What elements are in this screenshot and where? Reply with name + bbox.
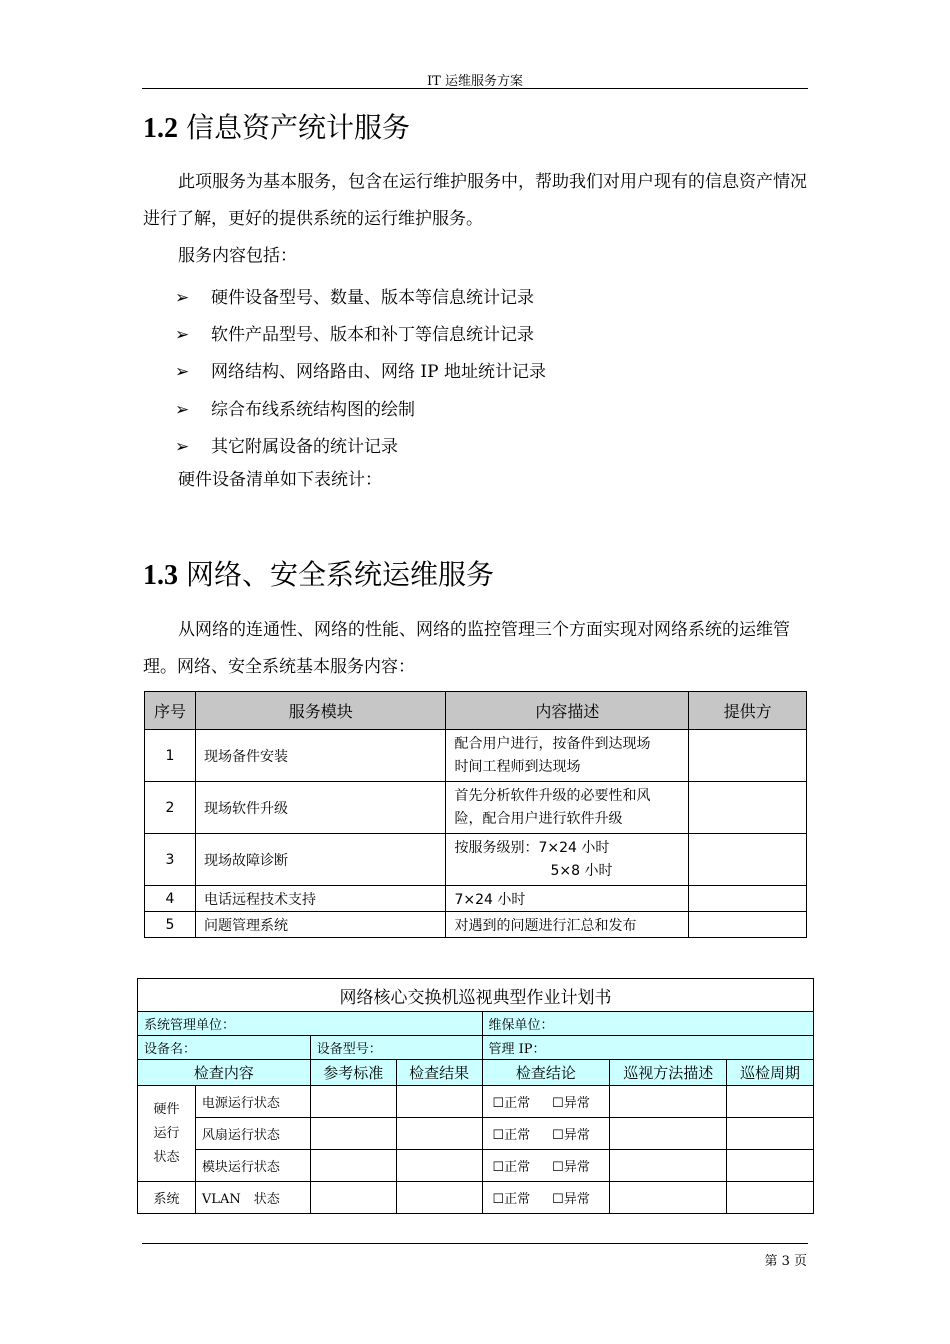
check-result-cell <box>396 1086 482 1118</box>
list-item: ➢ 其它附属设备的统计记录 <box>175 437 398 457</box>
table-row <box>145 886 807 912</box>
table-row <box>145 912 807 938</box>
method-cell <box>610 1150 727 1182</box>
device-name-label: 设备名： <box>138 1036 311 1060</box>
section-title: 信息资产统计服务 <box>186 111 411 144</box>
management-ip-label: 管理 IP： <box>482 1036 813 1060</box>
column-header: 内容描述 <box>446 692 689 730</box>
table-row <box>138 1182 814 1214</box>
reference-standard-cell <box>310 1182 396 1214</box>
normal-checkbox[interactable]: ☐正常 <box>492 1192 531 1207</box>
reference-standard-cell <box>310 1150 396 1182</box>
page-number: 第 3 页 <box>764 1254 807 1269</box>
service-table <box>144 691 807 938</box>
bullet-arrow-icon: ➢ <box>175 325 190 345</box>
service-description: 首先分析软件升级的必要性和风 险，配合用户进行软件升级 <box>446 782 689 834</box>
column-header: 检查结果 <box>396 1060 482 1086</box>
group-label-system: 系统 <box>138 1182 196 1214</box>
column-header: 巡检周期 <box>727 1060 814 1086</box>
device-model-label: 设备型号： <box>310 1036 482 1060</box>
abnormal-checkbox[interactable]: ☐异常 <box>552 1160 590 1175</box>
column-header: 参考标准 <box>310 1060 396 1086</box>
inspection-table-title: 网络核心交换机巡视典型作业计划书 <box>138 979 814 1012</box>
reference-standard-cell <box>310 1118 396 1150</box>
period-cell <box>727 1150 814 1182</box>
list-item: ➢ 硬件设备型号、数量、版本等信息统计记录 <box>175 288 534 308</box>
row-number: 3 <box>145 834 196 886</box>
inspection-plan-table <box>137 978 814 1214</box>
check-item: VLAN 状态 <box>195 1182 310 1214</box>
section-heading-1-2 <box>143 106 410 146</box>
bullet-arrow-icon: ➢ <box>175 288 190 308</box>
normal-checkbox[interactable]: ☐正常 <box>492 1160 531 1175</box>
check-conclusion <box>482 1150 610 1182</box>
row-number: 4 <box>145 886 196 912</box>
service-description: 7×24 小时 <box>446 886 689 912</box>
list-item: ➢ 综合布线系统结构图的绘制 <box>175 400 415 420</box>
row-number: 1 <box>145 730 196 782</box>
column-header: 序号 <box>145 692 196 730</box>
list-item: ➢ 软件产品型号、版本和补丁等信息统计记录 <box>175 325 534 345</box>
check-item: 电源运行状态 <box>195 1086 310 1118</box>
service-module: 现场软件升级 <box>195 782 446 834</box>
column-header: 检查结论 <box>482 1060 610 1086</box>
period-cell <box>727 1182 814 1214</box>
check-conclusion <box>482 1118 610 1150</box>
section-title: 网络、安全系统运维服务 <box>186 558 495 591</box>
service-module: 现场故障诊断 <box>195 834 446 886</box>
column-header: 检查内容 <box>138 1060 311 1086</box>
abnormal-checkbox[interactable]: ☐异常 <box>552 1128 590 1143</box>
bullet-arrow-icon: ➢ <box>175 437 190 457</box>
check-conclusion <box>482 1086 610 1118</box>
column-header: 服务模块 <box>195 692 446 730</box>
closing-paragraph: 硬件设备清单如下表统计： <box>178 470 382 490</box>
section-intro-paragraph: 此项服务为基本服务，包含在运行维护服务中，帮助我们对用户现有的信息资产情况进行了解，更好的提供系统的运行维护服务。 <box>143 172 807 229</box>
table-row <box>145 730 807 782</box>
check-result-cell <box>396 1182 482 1214</box>
section-intro-paragraph: 从网络的连通性、网络的性能、网络的监控管理三个方面实现对网络系统的运维管理。网络、安全系统基本服务内容： <box>143 620 790 677</box>
service-provider <box>689 912 807 938</box>
service-description: 按服务级别：7×24 小时 5×8 小时 <box>446 834 689 886</box>
period-cell <box>727 1118 814 1150</box>
table-row <box>145 782 807 834</box>
contents-label: 服务内容包括： <box>178 246 297 266</box>
service-description: 对遇到的问题进行汇总和发布 <box>446 912 689 938</box>
service-module: 问题管理系统 <box>195 912 446 938</box>
table-row <box>138 1086 814 1118</box>
abnormal-checkbox[interactable]: ☐异常 <box>552 1096 590 1111</box>
maintenance-unit-label: 维保单位： <box>482 1012 813 1036</box>
service-provider <box>689 730 807 782</box>
check-item: 模块运行状态 <box>195 1150 310 1182</box>
check-result-cell <box>396 1118 482 1150</box>
list-item: ➢ 网络结构、网络路由、网络 IP 地址统计记录 <box>175 362 546 382</box>
footer-rule <box>142 1243 808 1244</box>
check-conclusion <box>482 1182 610 1214</box>
service-description: 配合用户进行，按备件到达现场 时间工程师到达现场 <box>446 730 689 782</box>
method-cell <box>610 1086 727 1118</box>
check-item: 风扇运行状态 <box>195 1118 310 1150</box>
table-row <box>138 1118 814 1150</box>
section-number: 1.3 <box>143 560 178 591</box>
system-unit-label: 系统管理单位： <box>138 1012 483 1036</box>
page-header: IT 运维服务方案 <box>427 74 523 89</box>
header-rule <box>142 88 808 89</box>
normal-checkbox[interactable]: ☐正常 <box>492 1096 531 1111</box>
reference-standard-cell <box>310 1086 396 1118</box>
method-cell <box>610 1118 727 1150</box>
column-header: 提供方 <box>689 692 807 730</box>
section-number: 1.2 <box>143 113 178 144</box>
service-module: 电话远程技术支持 <box>195 886 446 912</box>
method-cell <box>610 1182 727 1214</box>
service-module: 现场备件安装 <box>195 730 446 782</box>
check-result-cell <box>396 1150 482 1182</box>
service-provider <box>689 782 807 834</box>
row-number: 5 <box>145 912 196 938</box>
table-row <box>145 834 807 886</box>
service-provider <box>689 886 807 912</box>
bullet-arrow-icon: ➢ <box>175 362 190 382</box>
section-heading-1-3 <box>143 553 494 593</box>
bullet-arrow-icon: ➢ <box>175 400 190 420</box>
column-header: 巡视方法描述 <box>610 1060 727 1086</box>
normal-checkbox[interactable]: ☐正常 <box>492 1128 531 1143</box>
table-header-row <box>145 692 807 730</box>
abnormal-checkbox[interactable]: ☐异常 <box>552 1192 590 1207</box>
table-row <box>138 1150 814 1182</box>
group-label-hardware: 硬件 运行 状态 <box>138 1086 196 1182</box>
row-number: 2 <box>145 782 196 834</box>
period-cell <box>727 1086 814 1118</box>
service-provider <box>689 834 807 886</box>
